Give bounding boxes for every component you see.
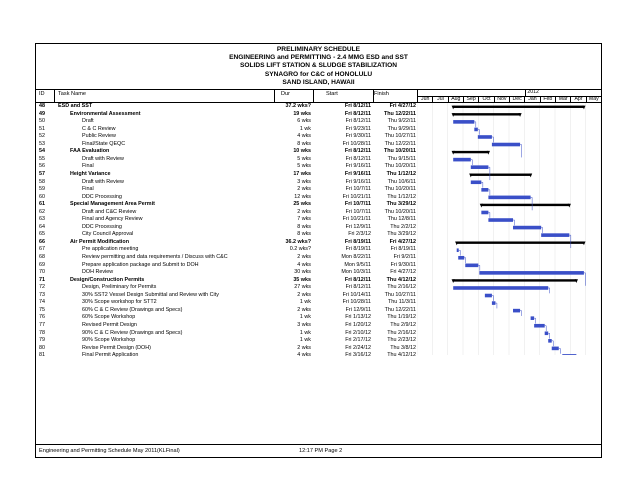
task-start: Fri 12/9/11 [345, 306, 371, 313]
task-finish: Thu 12/22/11 [384, 306, 416, 313]
task-id: 64 [39, 223, 45, 230]
task-id: 60 [39, 193, 45, 200]
gantt-chart [417, 103, 601, 355]
task-name: 90% C & C Review (Drawings and Specs) [82, 329, 183, 336]
timescale-month: Oct [478, 96, 493, 103]
task-bar [541, 233, 569, 237]
task-dur: 1 wk [299, 329, 311, 336]
timescale-month: Mar [555, 96, 570, 103]
dependency-link [495, 303, 497, 308]
summary-bar [453, 106, 584, 108]
task-id: 55 [39, 155, 45, 162]
task-bar [453, 158, 471, 162]
task-finish: Thu 2/2/12 [390, 223, 416, 230]
task-dur: 0.2 wks? [289, 246, 311, 253]
task-dur: 2 wks [297, 291, 311, 298]
task-start: Fri 8/12/11 [344, 276, 371, 283]
task-id: 53 [39, 140, 45, 147]
task-name: 90% Scope Workshop [82, 337, 136, 344]
task-bar [552, 347, 559, 351]
header-start: Start [326, 91, 338, 97]
task-dur: 4 wks [297, 133, 311, 140]
task-dur: 36.2 wks? [285, 238, 311, 245]
task-bar [545, 331, 549, 335]
task-bar [488, 196, 530, 200]
task-start: Fri 8/12/11 [344, 103, 371, 109]
dependency-link [534, 318, 536, 323]
task-dur: 4 wks [297, 261, 311, 268]
task-finish: Thu 12/8/11 [387, 216, 416, 223]
task-name: Draft and C&C Review [82, 208, 137, 215]
task-id: 61 [39, 201, 45, 208]
task-name: DOH Review [82, 269, 114, 276]
task-finish: Fri 4/27/12 [389, 238, 416, 245]
task-name: Revised Permit Design [82, 321, 137, 328]
task-bar [471, 180, 482, 184]
task-bar [481, 211, 488, 215]
task-id: 68 [39, 254, 45, 260]
dependency-link [488, 212, 490, 217]
task-name: Draft with Review [82, 155, 124, 162]
task-name: 30% Scope workshop for STT2 [82, 299, 157, 306]
title-line-5: SAND ISLAND, HAWAII [282, 78, 355, 86]
title-line-2: ENGINEERING and PERMITTING - 2.4 MMG ESD and SST [229, 54, 408, 62]
task-bar [457, 248, 459, 252]
task-dur: 8 wks [297, 223, 311, 230]
task-start: Fri 10/7/11 [345, 186, 371, 193]
task-start: Fri 9/16/11 [344, 170, 371, 177]
task-start: Fri 8/12/11 [345, 155, 371, 162]
footer-page-info: 12:17 PM Page 2 [299, 448, 343, 454]
task-bar [485, 294, 492, 298]
task-id: 50 [39, 118, 45, 125]
task-bar [465, 264, 478, 268]
task-dur: 12 wks [294, 193, 311, 200]
task-finish: Thu 3/29/12 [386, 201, 416, 208]
task-start: Fri 2/17/12 [345, 337, 371, 344]
task-start: Fri 3/16/12 [345, 352, 371, 359]
task-dur: 35 wks [293, 276, 311, 283]
task-bar [562, 354, 576, 355]
dependency-link [474, 122, 476, 127]
task-start: Mon 8/22/11 [341, 254, 371, 260]
timescale-month: Sep [463, 96, 478, 103]
task-finish: Thu 1/12/12 [387, 193, 416, 200]
timescale-month: Dec [509, 96, 524, 103]
task-name: Public Review [82, 133, 116, 140]
title-line-1: PRELIMINARY SCHEDULE [276, 46, 361, 53]
dependency-link [548, 333, 550, 338]
task-finish: Fri 9/30/11 [390, 261, 416, 268]
dependency-link [584, 273, 586, 286]
task-start: Fri 8/19/11 [344, 238, 371, 245]
timescale-month: Feb [540, 96, 555, 103]
task-start: Fri 8/12/11 [344, 110, 371, 117]
task-bar [453, 286, 548, 290]
task-start: Fri 8/19/11 [345, 246, 371, 253]
dependency-link [488, 190, 490, 195]
task-dur: 3 wks [297, 178, 311, 185]
summary-bar [457, 241, 584, 243]
task-start: Fri 8/12/11 [345, 284, 371, 291]
task-id: 72 [39, 284, 45, 291]
task-finish: Thu 3/29/12 [387, 231, 416, 238]
task-name: Final and Agency Review [82, 216, 143, 223]
task-name: Prepare application package and Submit to DOH [82, 261, 199, 268]
schedule-sheet [35, 43, 602, 458]
task-id: 75 [39, 306, 45, 313]
task-finish: Thu 1/12/12 [386, 170, 416, 177]
task-name: City Council Approval [82, 231, 134, 238]
task-dur: 1 wk [299, 299, 311, 306]
task-start: Fri 10/14/11 [342, 291, 371, 298]
task-id: 77 [39, 321, 45, 328]
dependency-link [464, 258, 466, 263]
task-id: 57 [39, 170, 45, 177]
task-finish: Thu 10/27/11 [384, 133, 416, 140]
task-finish: Thu 2/16/12 [387, 284, 416, 291]
task-name: Special Management Area Permit [70, 201, 155, 208]
task-bar [453, 120, 474, 124]
task-start: Fri 9/23/11 [345, 125, 371, 132]
footer-file-name: Engineering and Permitting Schedule May 2011(KLFinal) [39, 448, 180, 454]
task-start: Fri 2/24/12 [345, 344, 371, 351]
task-finish: Thu 9/22/11 [387, 118, 416, 125]
page-footer [36, 444, 601, 458]
task-name: Final [82, 186, 94, 193]
task-finish: Thu 10/20/11 [384, 208, 416, 215]
task-bar [478, 135, 492, 139]
header-dur: Dur [281, 91, 291, 97]
task-id: 54 [39, 148, 45, 155]
task-dur: 5 wks [297, 163, 311, 170]
task-name: ESD and SST [58, 103, 93, 109]
task-name: Design, Preliminary for Permits [82, 284, 157, 291]
task-dur: 1 wk [299, 125, 311, 132]
task-dur: 37.2 wks? [285, 103, 311, 109]
task-dur: 6 wks [297, 118, 311, 125]
task-name: C & C Review [82, 125, 116, 132]
task-finish: Thu 3/8/12 [390, 344, 416, 351]
task-name: DDC Processing [82, 193, 122, 200]
dependency-link [520, 145, 522, 158]
task-finish: Thu 9/15/11 [387, 155, 416, 162]
task-name: Draft with Review [82, 178, 124, 185]
timescale-month: May [586, 96, 601, 103]
task-finish: Thu 11/3/11 [388, 299, 416, 306]
task-bar [513, 226, 541, 230]
timescale-month: Nov [494, 96, 509, 103]
task-bar [471, 165, 489, 169]
task-finish: Fri 8/19/11 [390, 246, 416, 253]
task-bar [548, 339, 552, 343]
task-dur: 27 wks [294, 284, 311, 291]
task-start: Fri 10/7/11 [345, 208, 371, 215]
task-bar [488, 218, 513, 222]
task-start: Fri 8/12/11 [344, 148, 371, 155]
task-bar [513, 309, 520, 313]
dependency-link [552, 341, 554, 346]
task-finish: Thu 2/9/12 [390, 321, 416, 328]
dependency-link [559, 348, 561, 353]
task-name: Draft [82, 118, 94, 125]
task-dur: 10 wks [293, 148, 311, 155]
task-start: Fri 8/12/11 [345, 118, 371, 125]
task-id: 48 [39, 103, 45, 109]
task-dur: 7 wks [297, 216, 311, 223]
task-start: Fri 10/21/11 [342, 193, 371, 200]
dependency-link [492, 296, 494, 301]
task-finish: Thu 10/20/11 [384, 186, 416, 193]
task-name: 60% Scope Workshop [82, 314, 136, 321]
task-dur: 1 wk [299, 314, 311, 321]
task-dur: 19 wks [293, 110, 311, 117]
task-id: 56 [39, 163, 45, 170]
task-finish: Thu 4/12/12 [386, 276, 416, 283]
task-name: DDC Processing [82, 223, 122, 230]
timescale-year: 2012 [527, 89, 539, 95]
task-start: Fri 12/9/11 [345, 223, 371, 230]
schedule-title-block [36, 44, 601, 89]
task-start: Fri 10/7/11 [344, 201, 371, 208]
task-id: 81 [39, 352, 45, 359]
timescale-month: Jul [432, 96, 447, 103]
task-start: Fri 10/21/11 [342, 216, 371, 223]
task-id: 63 [39, 216, 45, 223]
timescale-month: Apr [570, 96, 585, 103]
task-dur: 2 wks [297, 344, 311, 351]
task-id: 52 [39, 133, 45, 140]
task-id: 67 [39, 246, 45, 253]
task-name: Environmental Assessment [70, 110, 141, 117]
dependency-link [545, 326, 547, 331]
task-id: 66 [39, 238, 45, 245]
task-name: Pre application meeting [82, 246, 139, 253]
task-dur: 30 wks [294, 269, 311, 276]
dependency-link [459, 250, 461, 255]
task-dur: 2 wks [297, 254, 311, 260]
task-dur: 3 wks [297, 321, 311, 328]
title-line-3: SOLIDS LIFT STATION & SLUDGE STABILIZATION [239, 62, 398, 70]
task-start: Fri 9/30/11 [345, 133, 371, 140]
summary-bar [481, 204, 569, 206]
dependency-link [492, 137, 494, 142]
summary-bar [471, 174, 531, 176]
task-finish: Thu 4/12/12 [387, 352, 416, 359]
task-id: 70 [39, 269, 45, 276]
task-id: 65 [39, 231, 45, 238]
timescale-month: Jan [524, 96, 539, 103]
dependency-link [471, 160, 473, 165]
task-bar [531, 316, 535, 320]
task-id: 71 [39, 276, 45, 283]
task-id: 76 [39, 314, 45, 321]
summary-bar [453, 279, 576, 281]
task-name: Design/Construction Permits [70, 276, 145, 283]
task-dur: 25 wks [293, 201, 311, 208]
task-bar [492, 143, 520, 147]
task-start: Mon 9/5/11 [344, 261, 371, 268]
dependency-link [513, 220, 515, 225]
task-id: 79 [39, 337, 45, 344]
header-finish: Finish [374, 91, 389, 97]
timescale-month: Jun [417, 96, 432, 103]
task-finish: Fri 4/27/12 [389, 103, 416, 109]
title-line-4: SYNAGRO for C&C of HONOLULU [264, 70, 373, 78]
task-start: Fri 2/10/12 [345, 329, 371, 336]
task-finish: Thu 10/6/11 [387, 178, 416, 185]
task-dur: 2 wks [297, 186, 311, 193]
dependency-link [520, 311, 522, 316]
task-start: Fri 10/28/11 [342, 299, 371, 306]
task-bar [479, 271, 584, 275]
summary-bar [453, 113, 520, 115]
task-name: Review permitting and data requirements / Discuss with C&C [82, 254, 228, 260]
task-id: 80 [39, 344, 45, 351]
dependency-link [541, 228, 543, 233]
task-start: Fri 2/3/12 [348, 231, 371, 238]
task-finish: Thu 2/23/12 [387, 337, 416, 344]
timescale-month: Aug [448, 96, 463, 103]
task-finish: Thu 10/20/11 [384, 163, 416, 170]
task-start: Mon 10/3/11 [341, 269, 371, 276]
task-id: 59 [39, 186, 45, 193]
task-id: 69 [39, 261, 45, 268]
task-name: Final Permit Application [82, 352, 139, 359]
task-name: Height Variance [70, 170, 111, 177]
task-finish: Fri 4/27/12 [390, 269, 416, 276]
task-start: Fri 1/13/12 [345, 314, 371, 321]
task-bar [492, 301, 496, 305]
task-start: Fri 9/16/11 [345, 178, 371, 185]
task-id: 58 [39, 178, 45, 185]
task-id: 78 [39, 329, 45, 336]
task-dur: 5 wks [297, 155, 311, 162]
task-start: Fri 10/28/11 [342, 140, 371, 147]
task-finish: Thu 2/16/12 [387, 329, 416, 336]
task-bar [474, 128, 478, 132]
task-name: Revise Permit Design (DOH) [82, 344, 151, 351]
dependency-link [548, 288, 550, 293]
task-finish: Thu 9/29/11 [387, 125, 416, 132]
task-dur: 2 wks [297, 306, 311, 313]
task-name: Final [82, 163, 94, 170]
task-id: 73 [39, 291, 45, 298]
task-name: Final/State QEQC [82, 140, 126, 147]
dependency-link [481, 182, 483, 187]
task-name: Air Permit Modification [70, 238, 130, 245]
summary-bar [453, 151, 488, 153]
task-bar [534, 324, 545, 328]
task-dur: 1 wk [299, 337, 311, 344]
task-bar [458, 256, 464, 260]
task-start: Fri 1/20/12 [345, 321, 371, 328]
header-id: ID [39, 91, 45, 97]
task-dur: 2 wks [297, 208, 311, 215]
task-finish: Thu 12/22/11 [383, 110, 416, 117]
task-id: 74 [39, 299, 45, 306]
task-id: 49 [39, 110, 45, 117]
task-id: 51 [39, 125, 45, 132]
task-name: FAA Evaluation [70, 148, 110, 155]
header-task-name: Task Name [58, 91, 86, 97]
task-name: 30% SST2 Vessel Design Submittal and Review with City [82, 291, 219, 298]
timescale-header [417, 89, 601, 103]
task-finish: Thu 12/22/11 [384, 140, 416, 147]
task-dur: 8 wks [297, 231, 311, 238]
task-start: Fri 9/16/11 [345, 163, 371, 170]
task-bar [481, 188, 488, 192]
task-finish: Thu 10/20/11 [383, 148, 416, 155]
task-dur: 17 wks [293, 170, 311, 177]
task-finish: Fri 9/2/11 [393, 254, 416, 260]
task-finish: Thu 1/19/12 [387, 314, 416, 321]
task-dur: 8 wks [297, 140, 311, 147]
task-dur: 4 wks [297, 352, 311, 359]
task-id: 62 [39, 208, 45, 215]
task-name: 60% C & C Review (Drawings and Specs) [82, 306, 183, 313]
task-finish: Thu 10/27/11 [384, 291, 416, 298]
